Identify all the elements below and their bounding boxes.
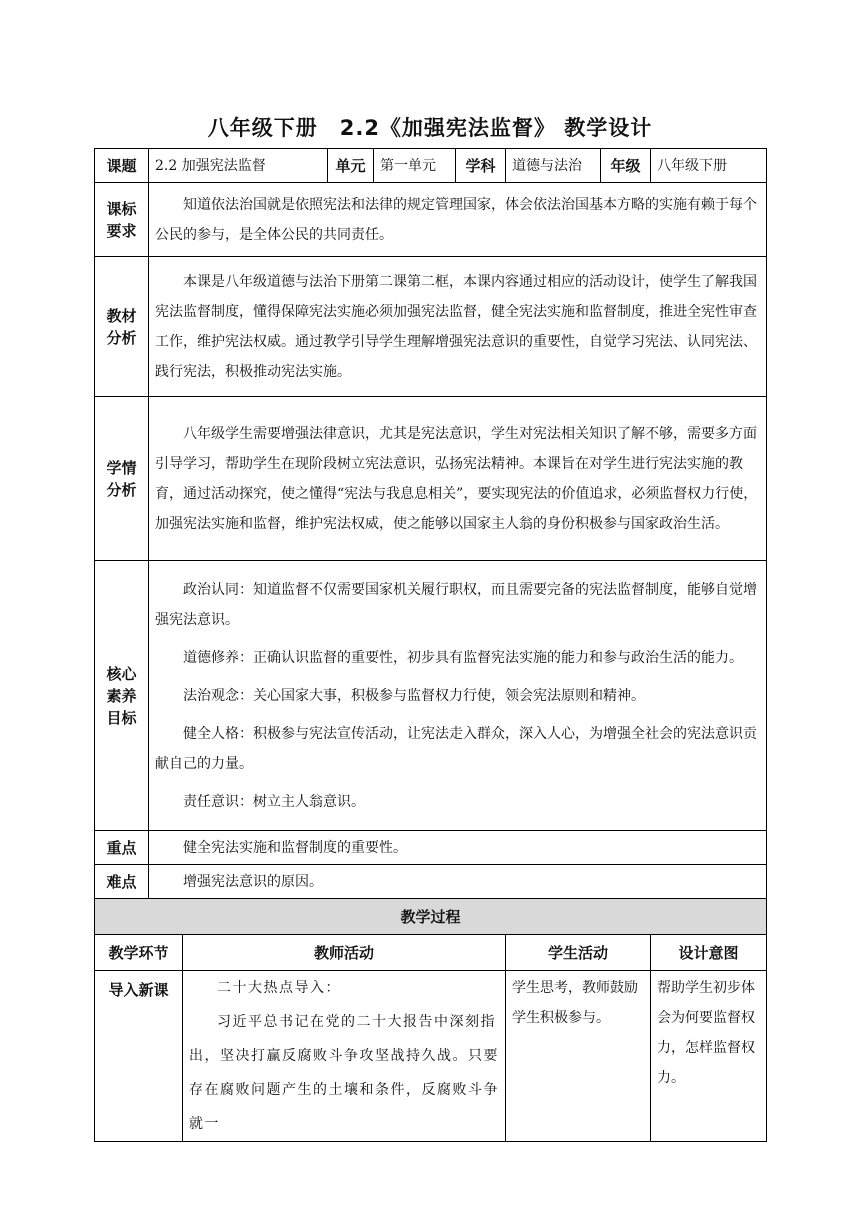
unit-value: 第一单元 [374, 149, 456, 183]
topic-value: 2.2 加强宪法监督 [149, 149, 328, 183]
difficulty-label: 难点 [95, 865, 149, 899]
material-row [95, 257, 767, 397]
teacher-activity-text: 习近平总书记在党的二十大报告中深刻指出，坚决打赢反腐败斗争攻坚战持久战。只要存在腐败问题产生的土壤和条件，反腐败斗争就一 [189, 1014, 499, 1132]
subject-value: 道德与法治 [506, 149, 601, 183]
material-label: 教材 分析 [95, 257, 149, 397]
difficulty-row [95, 865, 767, 899]
col-teacher: 教师活动 [183, 935, 506, 971]
goals-row [95, 561, 767, 831]
goal-moral: 道德修养：正确认识监督的重要性，初步具有监督宪法实施的能力和参与政治生活的能力。 [183, 649, 743, 666]
goal-political: 政治认同：知道监督不仅需要国家机关履行职权，而且需要完备的宪法监督制度，能够自觉增强宪法意识。 [155, 581, 757, 628]
students-row [95, 397, 767, 561]
standard-row [95, 183, 767, 257]
lesson-plan-table [94, 148, 767, 1142]
info-row [95, 149, 767, 183]
material-text: 本课是八年级道德与法治下册第二课第二框，本课内容通过相应的活动设计，使学生了解我国宪法监督制度，懂得保障宪法实施必须加强宪法监督，健全宪法实施和监督制度，推进全宪性审查工作，维护宪法权威。通过教学引导学生理解增强宪法意识的重要性，自觉学习宪法、认同宪法、践行宪法，积极推动宪法实施。 [155, 273, 757, 380]
student-activity: 学生思考，教师鼓励学生积极参与。 [506, 971, 651, 1142]
key-row [95, 831, 767, 865]
standard-text: 知道依法治国就是依照宪法和法律的规定管理国家，体会依法治国基本方略的实施有赖于每个公民的参与，是全体公民的共同责任。 [155, 196, 757, 243]
goal-law: 法治观念：关心国家大事，积极参与监督权力行使，领会宪法原则和精神。 [183, 687, 645, 704]
difficulty-text: 增强宪法意识的原因。 [183, 873, 323, 890]
subject-label: 学科 [456, 149, 506, 183]
grade-label: 年级 [601, 149, 651, 183]
teacher-activity-intro: 二十大热点导入： [217, 980, 341, 996]
key-label: 重点 [95, 831, 149, 865]
goals-label: 核心 素养 目标 [95, 561, 149, 831]
process-columns-row [95, 935, 767, 971]
students-label: 学情 分析 [95, 397, 149, 561]
design-intent: 帮助学生初步体会为何要监督权力，怎样监督权力。 [651, 971, 767, 1142]
page-title: 八年级下册 2.2《加强宪法监督》 教学设计 [207, 116, 653, 140]
process-header: 教学过程 [95, 899, 767, 935]
key-text: 健全宪法实施和监督制度的重要性。 [183, 839, 407, 856]
col-student: 学生活动 [506, 935, 651, 971]
stage-cell: 导入新课 [95, 971, 183, 1142]
unit-label: 单元 [328, 149, 374, 183]
process-header-row [95, 899, 767, 935]
topic-label: 课题 [95, 149, 149, 183]
goal-personality: 健全人格：积极参与宪法宣传活动，让宪法走入群众，深入人心，为增强全社会的宪法意识贡献自己的力量。 [155, 725, 757, 772]
grade-value: 八年级下册 [651, 149, 767, 183]
students-text: 八年级学生需要增强法律意识，尤其是宪法意识，学生对宪法相关知识了解不够，需要多方面引导学习，帮助学生在现阶段树立宪法意识，弘扬宪法精神。本课旨在对学生进行宪法实施的教育，通过活动探究，使之懂得“宪法与我息息相关”，要实现宪法的价值追求，必须监督权力行使，加强宪法实施和监督，维护宪法权威，使之能够以国家主人翁的身份积极参与国家政治生活。 [155, 425, 758, 532]
goal-responsibility: 责任意识：树立主人翁意识。 [183, 793, 365, 810]
standard-label: 课标 要求 [95, 183, 149, 257]
col-stage: 教学环节 [95, 935, 183, 971]
process-row [95, 971, 767, 1142]
col-intent: 设计意图 [651, 935, 767, 971]
